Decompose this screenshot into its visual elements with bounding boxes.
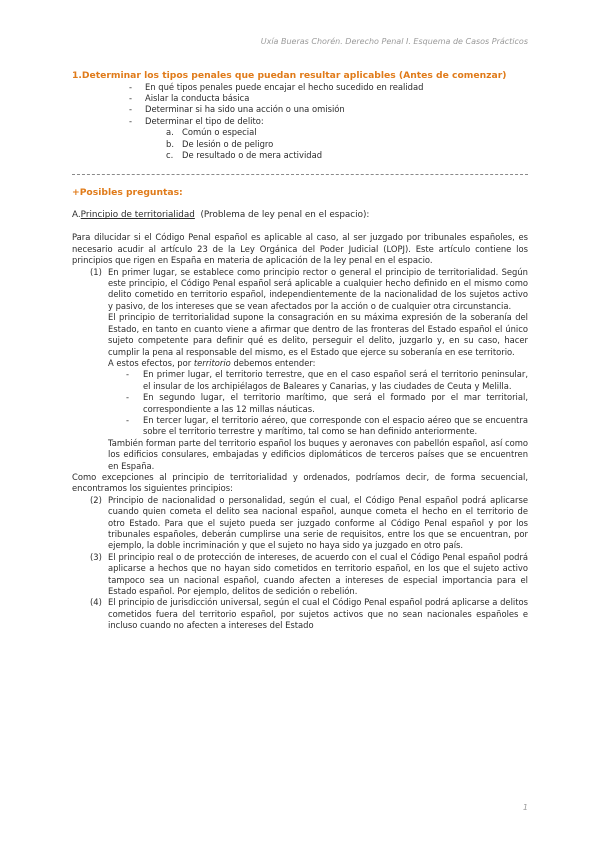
- possible-questions-heading: +Posibles preguntas:: [72, 187, 183, 199]
- steps-list: [129, 82, 528, 128]
- document-body: [72, 70, 528, 632]
- intro-paragraph: Para dilucidar si el Código Penal español es aplicable al caso, al ser juzgado por tribunales españoles, es necesario acudir al artículo 23 de la Ley Orgánica del Poder Judicial (LOPJ). Este artículo contiene los principios que rigen en España en materia de aplicación de la ley penal en el espacio.: [72, 232, 528, 266]
- principle-item-4: (4) El principio de jurisdicción universal, según el cual el Código Penal español podrá aplicarse a delitos cometidos fuera del territorio español, por sujetos activos que no sean nacionales españoles e incluso cuando no afecten a intereses del Estado: [90, 597, 528, 631]
- principle-item-3: (3) El principio real o de protección de intereses, de acuerdo con el cual el Código Penal español podrá aplicarse a hechos que no hayan sido cometidos en territorio español, en los que el sujeto activo tampoco sea un nacional español, cuando afecten a intereses de especial importancia para el Estado español. Por ejemplo, delitos de sedición o rebelión.: [90, 551, 528, 597]
- paragraph: También forman parte del territorio español los buques y aeronaves con pabellón español, así como los edificios consulares, embajadas y edificios diplomáticos de terceros países que se encuentren en España.: [108, 437, 528, 471]
- principle-item-1: (1) En primer lugar, se establece como principio rector o general el principio de territorialidad. Según este principio, el Código Penal español será aplicable a cualquier hecho definido en el mismo como delito cometido en territorio español, independientemente de la nacionalidad de los sujetos activo y pasivo, de los intereses que se vean afectados por la acción o de cualquier otra circunstancia.: [90, 266, 528, 311]
- page-number: 1: [522, 803, 528, 812]
- list-item: - En segundo lugar, el territorio marítimo, que será el formado por el mar territorial, correspondiente a las 12 millas náuticas.: [126, 392, 528, 415]
- list-item: b. De lesión o de peligro: [166, 138, 274, 149]
- list-item: - Determinar el tipo de delito:: [129, 116, 528, 127]
- list-item: c. De resultado o de mera actividad: [166, 150, 323, 161]
- list-item: - En qué tipos penales puede encajar el hecho sucedido en realidad: [129, 82, 528, 93]
- section-title: 1.Determinar los tipos penales que puedan resultar aplicables (Antes de comenzar): [72, 70, 507, 81]
- list-item: - En tercer lugar, el territorio aéreo, que corresponde con el espacio aéreo que se encuentra sobre el territorio terrestre y marítimo, tal como se han definido anteriormente.: [126, 415, 528, 438]
- list-item: - Determinar si ha sido una acción o una omisión: [129, 104, 528, 115]
- paragraph: A estos efectos, por territorio debemos entender:: [108, 357, 316, 368]
- paragraph: El principio de territorialidad supone la consagración en su máxima expresión de la soberanía del Estado, en tanto en cuanto viene a afirmar que dentro de las fronteras del Estado español el único sujeto competente para definir qué es delito, perseguir el delito, juzgarlo y, en su caso, hacer cumplir la pena al responsable del mismo, es el Estado que ejerce su soberanía en ese territorio.: [108, 312, 528, 357]
- principle-item-2: (2) Principio de nacionalidad o personalidad, según el cual, el Código Penal español podrá aplicarse cuando quien cometa el delito sea nacional español, aunque cometa el hecho en el territorio de otro Estado. Para que el sujeto pueda ser juzgado conforme al Código Penal español y por los tribunales españoles, deberán cumplirse una serie de requisitos, entre los que se encuentran, por ejemplo, la doble incriminación y que el sujeto no haya sido ya juzgado en otro país.: [90, 494, 528, 551]
- exceptions-paragraph: Como excepciones al principio de territorialidad y ordenados, podríamos decir, de forma secuencial, encontramos los siguientes principios:: [72, 471, 528, 494]
- territoriality-heading: A.Principio de territorialidad (Problema de ley penal en el espacio):: [72, 210, 370, 221]
- dashed-divider: [72, 174, 528, 175]
- list-item: - En primer lugar, el territorio terrestre, que en el caso español será el territorio peninsular, el insular de los archipiélagos de Baleares y Canarias, y las ciudades de Ceuta y Melilla.: [126, 369, 528, 392]
- list-item: a. Común o especial: [166, 127, 257, 138]
- territory-list: [126, 369, 528, 437]
- list-item: - Aislar la conducta básica: [129, 93, 528, 104]
- crime-type-list: [166, 127, 528, 161]
- page-header: Uxía Bueras Chorén. Derecho Penal I. Esquema de Casos Prácticos: [260, 37, 528, 46]
